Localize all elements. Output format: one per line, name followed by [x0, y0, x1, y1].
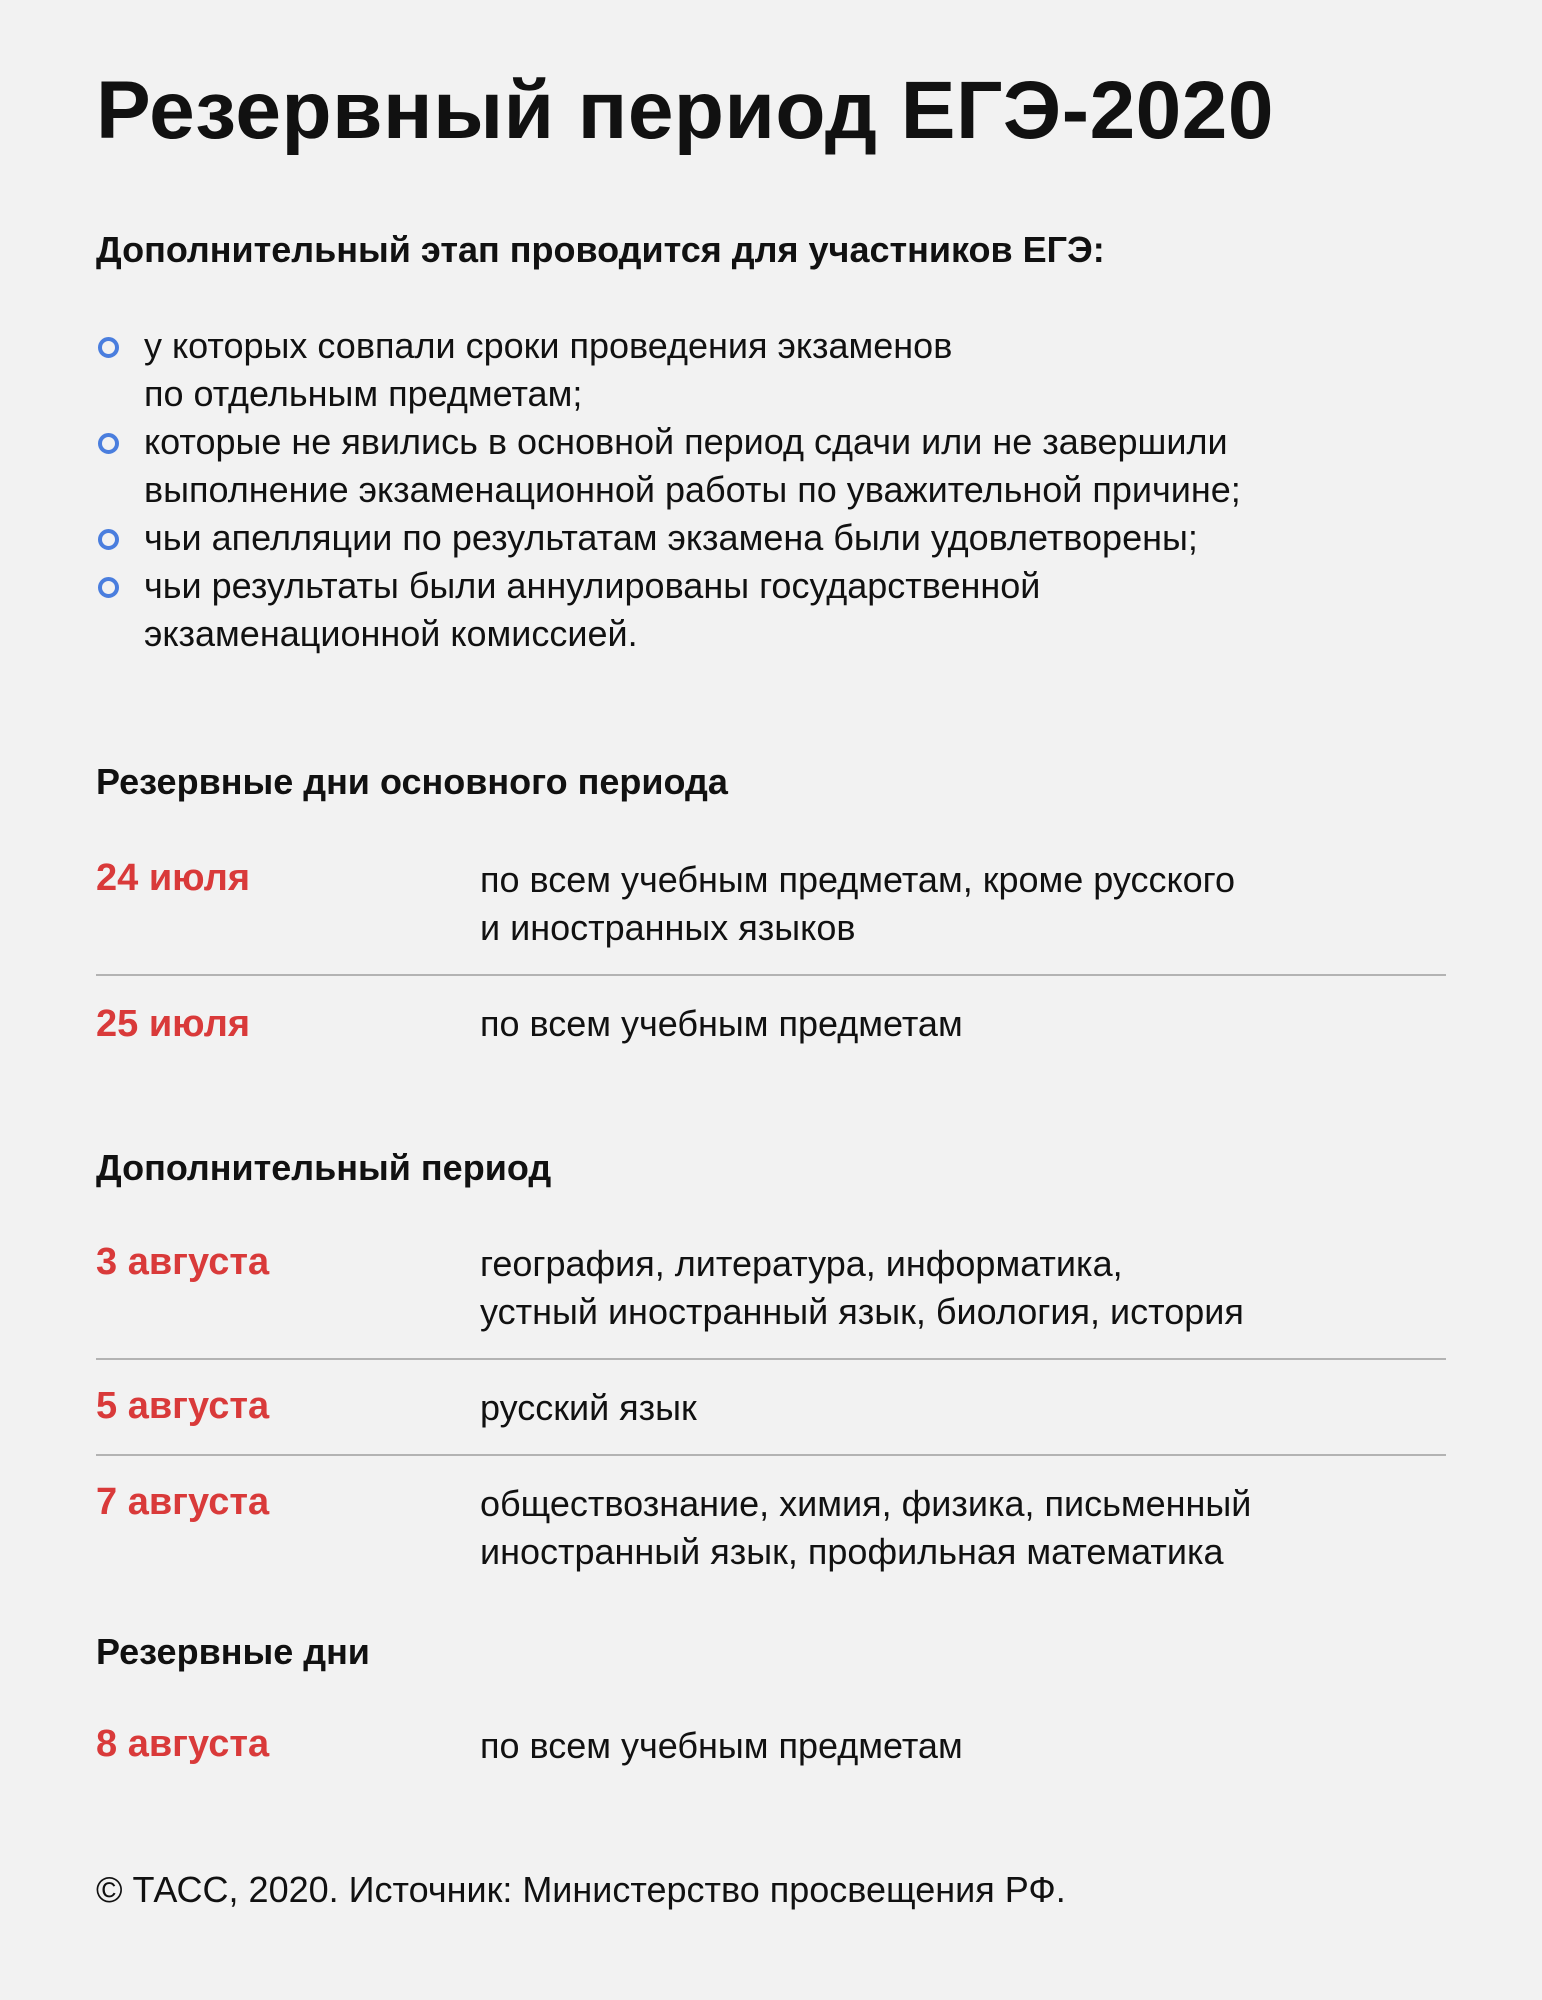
- schedule-subjects: [480, 1722, 963, 1770]
- list-item: [96, 322, 1446, 418]
- section-heading-reserve-days: Резервные дни: [96, 1631, 370, 1672]
- list-item: [96, 514, 1446, 562]
- schedule-subjects-line: по всем учебным предметам: [480, 1003, 963, 1044]
- schedule-subjects-line: иностранный язык, профильная математика: [480, 1531, 1224, 1572]
- schedule-subjects: [480, 1240, 1244, 1336]
- schedule-row: [96, 1360, 1446, 1456]
- list-item-line: чьи результаты были аннулированы государственной: [144, 565, 1041, 606]
- schedule-subjects-line: обществознание, химия, физика, письменный: [480, 1483, 1252, 1524]
- schedule-subjects-line: по всем учебным предметам, кроме русского: [480, 859, 1236, 900]
- schedule-subjects-line: русский язык: [480, 1387, 697, 1428]
- schedule-reserve-days: [96, 1720, 1446, 1790]
- schedule-subjects-line: по всем учебным предметам: [480, 1725, 963, 1766]
- circle-bullet-icon: [98, 337, 119, 358]
- schedule-subjects-line: и иностранных языков: [480, 907, 856, 948]
- schedule-row: [96, 976, 1446, 1072]
- circle-bullet-icon: [98, 529, 119, 550]
- list-item-line: у которых совпали сроки проведения экзаменов: [144, 325, 953, 366]
- intro-text: Дополнительный этап проводится для участников ЕГЭ:: [96, 229, 1105, 270]
- schedule-row: [96, 1456, 1446, 1582]
- list-item-line: чьи апелляции по результатам экзамена были удовлетворены;: [144, 517, 1198, 558]
- schedule-subjects-line: устный иностранный язык, биология, история: [480, 1291, 1244, 1332]
- list-item-line: экзаменационной комиссией.: [144, 613, 638, 654]
- participant-list: [96, 322, 1446, 658]
- schedule-date: 24 июля: [96, 857, 251, 899]
- list-item-line: по отдельным предметам;: [144, 373, 583, 414]
- list-item: [96, 418, 1446, 514]
- schedule-date: 5 августа: [96, 1385, 270, 1427]
- section-heading-main-reserve: Резервные дни основного периода: [96, 761, 728, 802]
- page-title: Резервный период ЕГЭ-2020: [96, 65, 1274, 156]
- schedule-main-reserve: [96, 850, 1446, 1072]
- schedule-date: 8 августа: [96, 1723, 270, 1765]
- circle-bullet-icon: [98, 433, 119, 454]
- list-item-line: которые не явились в основной период сдачи или не завершили: [144, 421, 1228, 462]
- list-item-line: выполнение экзаменационной работы по уважительной причине;: [144, 469, 1241, 510]
- list-item: [96, 562, 1446, 658]
- schedule-subjects: [480, 1480, 1251, 1576]
- schedule-date: 25 июля: [96, 1003, 251, 1045]
- schedule-subjects: [480, 856, 1235, 952]
- schedule-additional: [96, 1234, 1446, 1582]
- schedule-subjects: [480, 1000, 963, 1048]
- schedule-subjects: [480, 1384, 697, 1432]
- source-footer: © ТАСС, 2020. Источник: Министерство просвещения РФ.: [96, 1869, 1066, 1910]
- schedule-row: [96, 1720, 1446, 1790]
- section-heading-additional: Дополнительный период: [96, 1147, 552, 1188]
- schedule-row: [96, 850, 1446, 976]
- circle-bullet-icon: [98, 577, 119, 598]
- schedule-subjects-line: география, литература, информатика,: [480, 1243, 1123, 1284]
- schedule-date: 3 августа: [96, 1241, 270, 1283]
- schedule-row: [96, 1234, 1446, 1360]
- schedule-date: 7 августа: [96, 1481, 270, 1523]
